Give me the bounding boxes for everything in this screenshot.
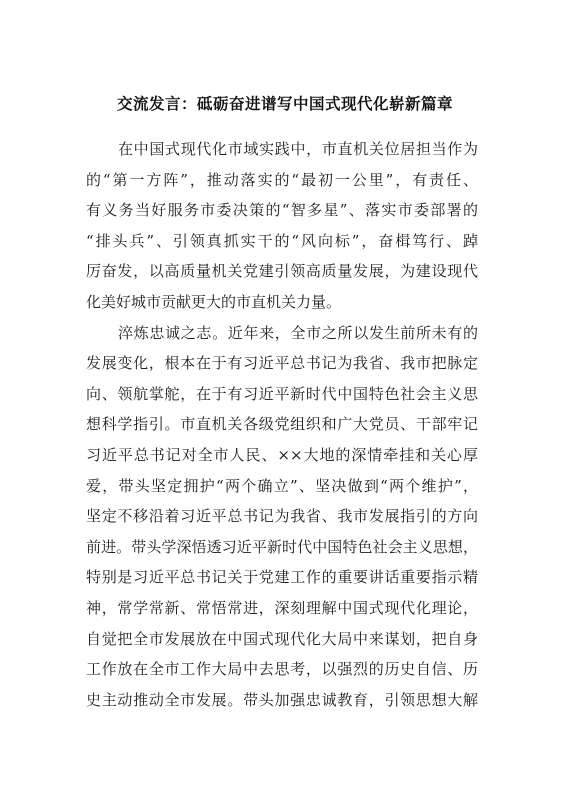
paragraph-1-line-1: 在中国式现代化市域实践中，市直机关位居担当作为 [118,140,478,158]
document-body [86,134,478,715]
paragraph-2-line-13: 史主动推动全市发展。带头加强忠诚教育，引领思想大解 [86,690,478,709]
paragraph-2-line-10: 神，常学常新、常悟常进，深刻理解中国式现代化理论， [86,598,478,617]
paragraph-2-line-6: 爱，带头坚定拥护“两个确立”、坚决做到“两个维护”， [86,476,478,495]
paragraph-2-line-12: 工作放在全市工作大局中去思考，以强烈的历史自信、历 [86,660,478,679]
paragraph-2-line-5: 习近平总书记对全市人民、××大地的深情牵挂和关心厚 [86,445,478,464]
paragraph-1-line-5: 厉奋发，以高质量机关党建引领高质量发展，为建设现代 [86,262,478,281]
paragraph-2-line-4: 想科学指引。市直机关各级党组织和广大党员、干部牢记 [86,415,478,434]
paragraph-1-line-4: “排头兵”、引领真抓实干的“风向标”，奋楫笃行、踔 [86,231,478,250]
paragraph-2-line-8: 前进。带头学深悟透习近平新时代中国特色社会主义思想， [86,537,478,556]
paragraph-2-line-3: 向、领航掌舵，在于有习近平新时代中国特色社会主义思 [86,384,478,403]
paragraph-2-line-7: 坚定不移沿着习近平总书记为我省、我市发展指引的方向 [86,507,478,526]
document-title: 交流发言：砥砺奋进谱写中国式现代化崭新篇章 [116,94,453,113]
paragraph-2-line-2: 发展变化，根本在于有习近平总书记为我省、我市把脉定 [86,354,478,373]
paragraph-1-line-6: 化美好城市贡献更大的市直机关力量。 [86,292,342,311]
paragraph-1-line-3: 有义务当好服务市委决策的“智多星”、落实市委部署的 [86,201,478,220]
paragraph-2-line-1: 淬炼忠诚之志。近年来，全市之所以发生前所未有的 [118,323,478,342]
paragraph-2-line-11: 自觉把全市发展放在中国式现代化大局中来谋划，把自身 [86,629,478,648]
paragraph-2-line-9: 特别是习近平总书记关于党建工作的重要讲话重要指示精 [86,568,478,587]
paragraph-1-line-2: 的“第一方阵”，推动落实的“最初一公里”，有责任、 [86,170,478,189]
